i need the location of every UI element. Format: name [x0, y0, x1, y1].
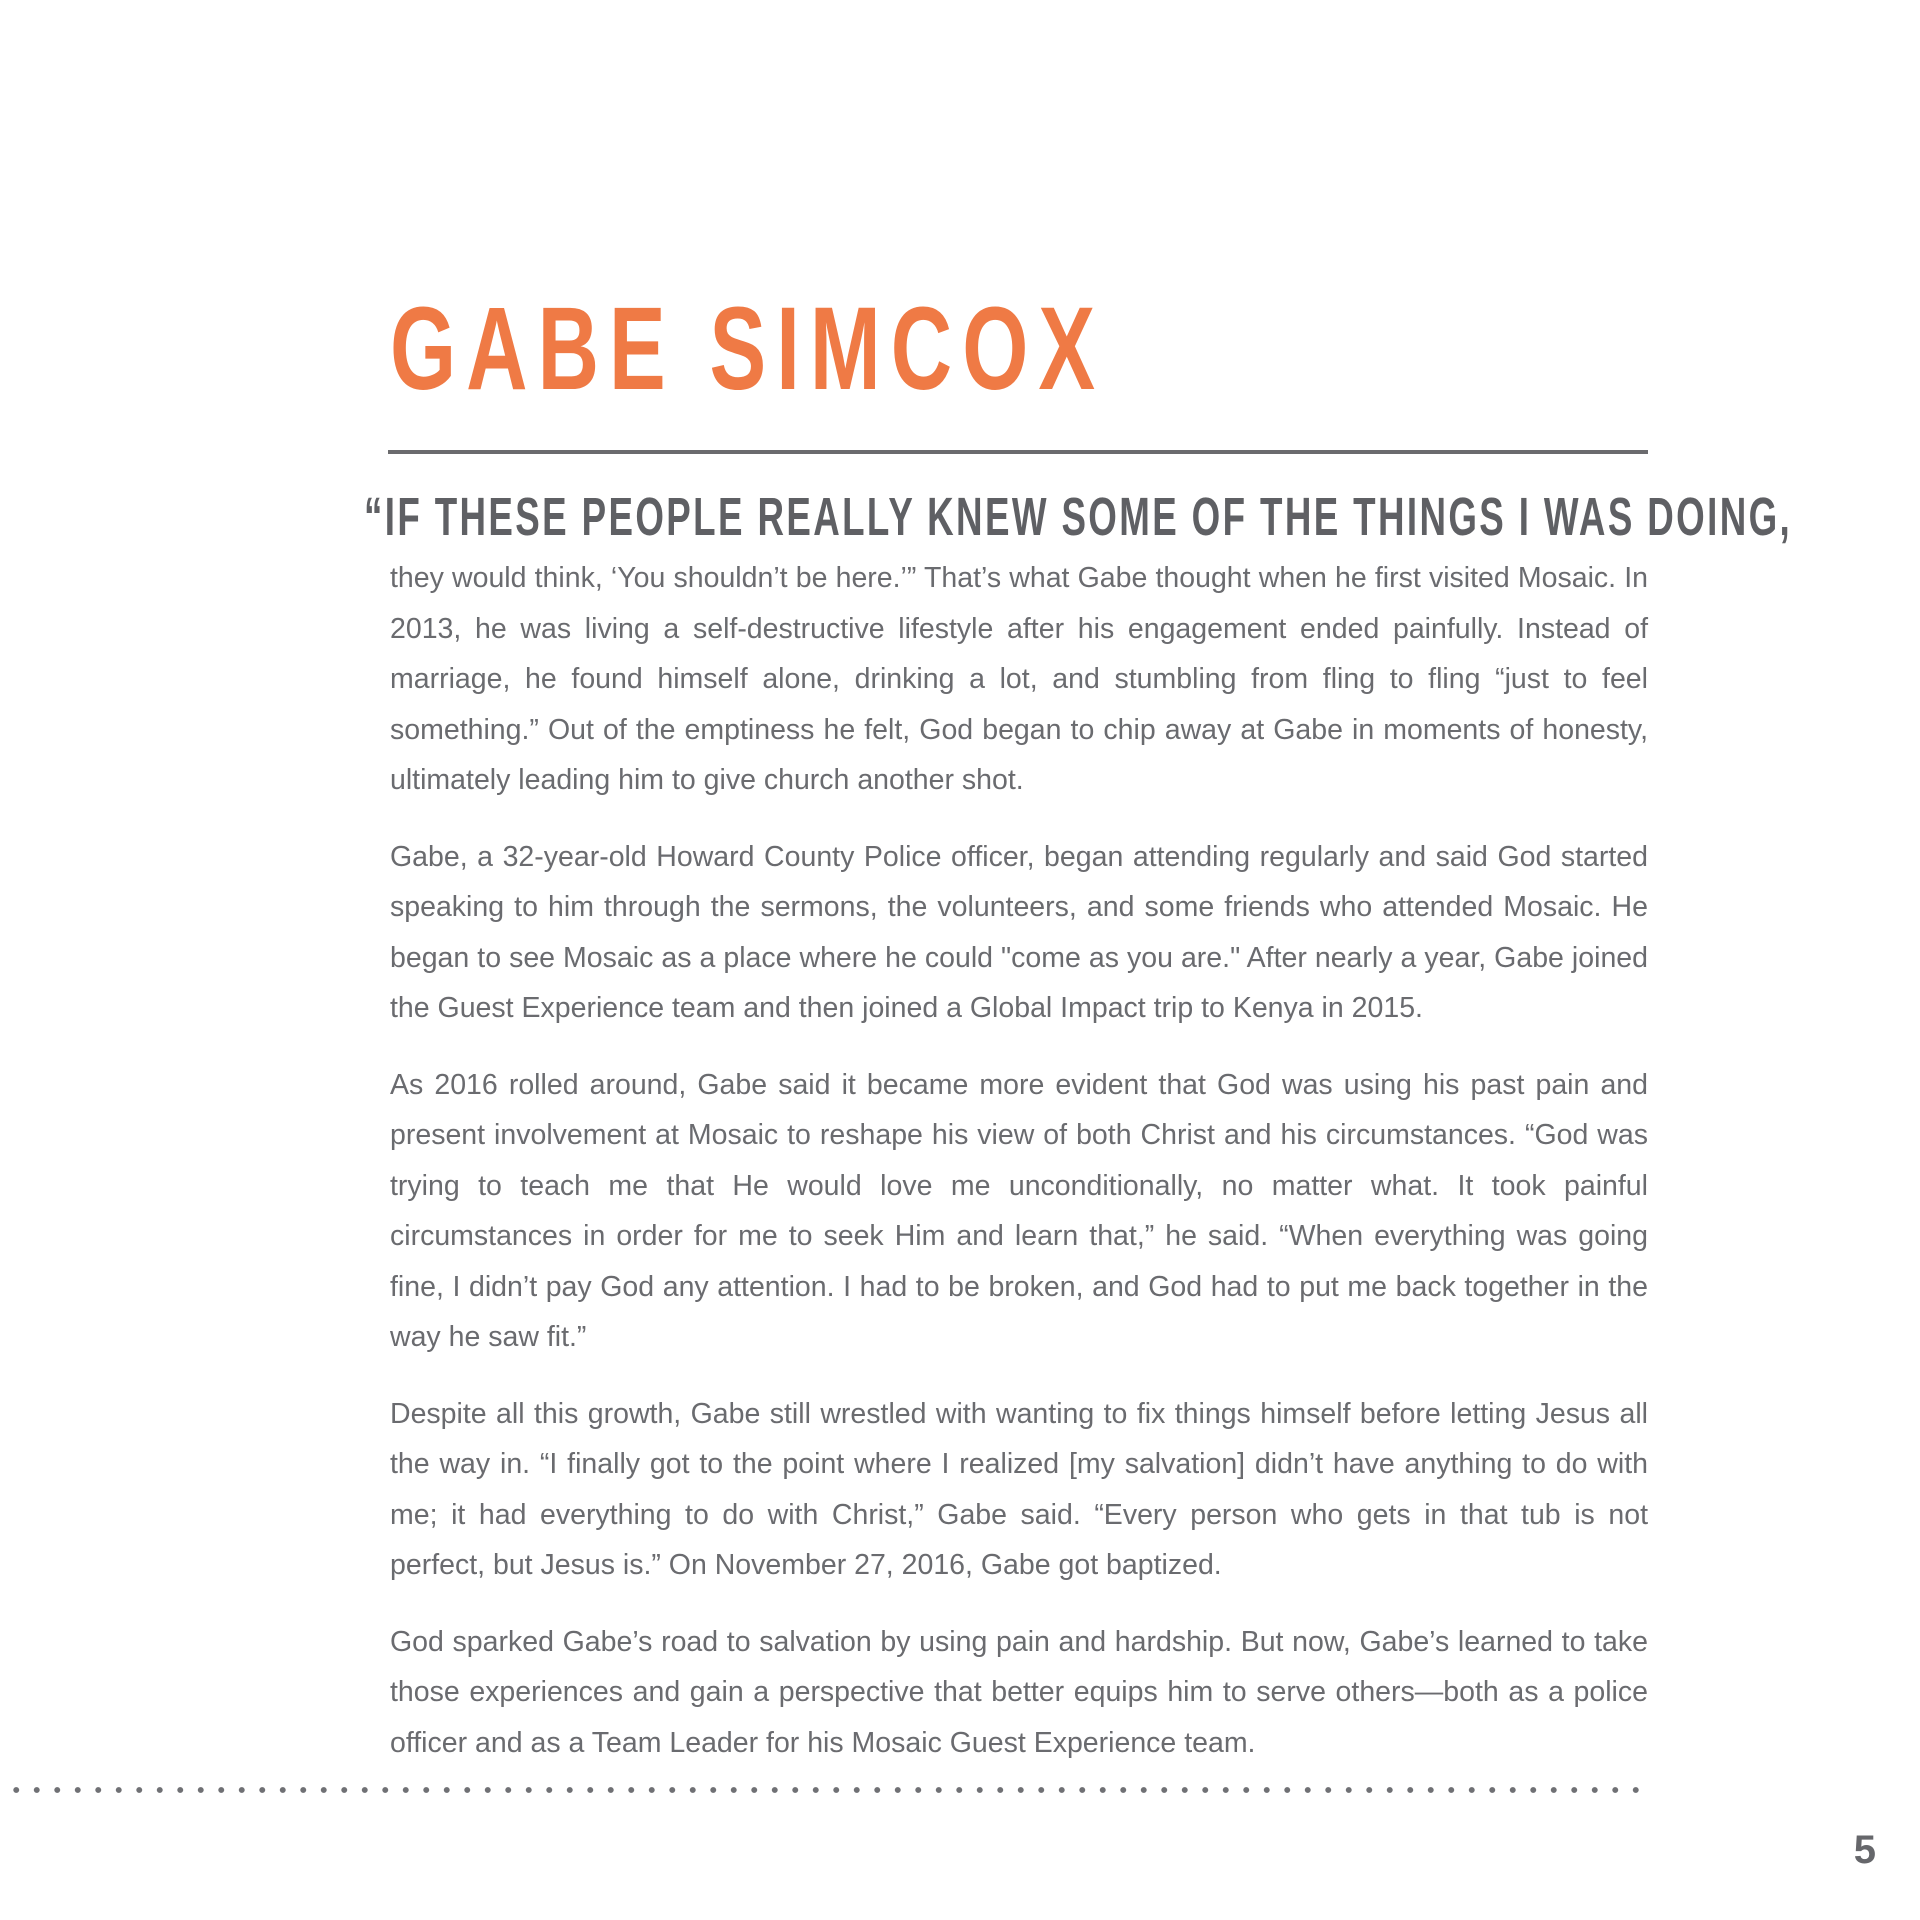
page-title: GABE SIMCOX [390, 283, 1106, 415]
paragraph-2: Gabe, a 32-year-old Howard County Police officer, began attending regularly and said God started speaking to him through the sermons, the volunteers, and some friends who attended Mosaic. He began to see Mosaic as a place where he could "come as you are." After nearly a year, Gabe joined the Guest Experience team and then joined a Global Impact trip to Kenya in 2015. [390, 840, 1648, 1024]
article-body [390, 553, 1648, 1794]
paragraph-3: As 2016 rolled around, Gabe said it became more evident that God was using his past pain and present involvement at Mosaic to reshape his view of both Christ and his circumstances. “God was trying to teach me that He would love me unconditionally, no matter what. It took painful circumstances in order for me to seek Him and learn that,” he said. “When everything was going fine, I didn’t pay God any attention. I had to be broken, and God had to put me back together in the way he saw fit.” [390, 1068, 1648, 1353]
dotted-divider [6, 1786, 1650, 1794]
paragraph-5: God sparked Gabe’s road to salvation by using pain and hardship. But now, Gabe’s learned to take those experiences and gain a perspective that better equips him to serve others—both as a police officer and as a Team Leader for his Mosaic Guest Experience team. [390, 1625, 1648, 1759]
pull-quote: “IF THESE PEOPLE REALLY KNEW SOME OF THE THINGS I WAS DOING, [364, 487, 1793, 547]
page-number: 5 [1853, 1828, 1876, 1872]
paragraph-4: Despite all this growth, Gabe still wrestled with wanting to fix things himself before letting Jesus all the way in. “I finally got to the point where I realized [my salvation] didn’t have anything to do with me; it had everything to do with Christ,” Gabe said. “Every person who gets in that tub is not perfect, but Jesus is.” On November 27, 2016, Gabe got baptized. [390, 1397, 1648, 1581]
paragraph-1: they would think, ‘You shouldn’t be here.’” That’s what Gabe thought when he first visited Mosaic. In 2013, he was living a self-destructive lifestyle after his engagement ended painfully. Instead of marriage, he found himself alone, drinking a lot, and stumbling from fling to fling “just to feel something.” Out of the emptiness he felt, God began to chip away at Gabe in moments of honesty, ultimately leading him to give church another shot. [390, 562, 1648, 796]
title-divider [388, 450, 1648, 454]
